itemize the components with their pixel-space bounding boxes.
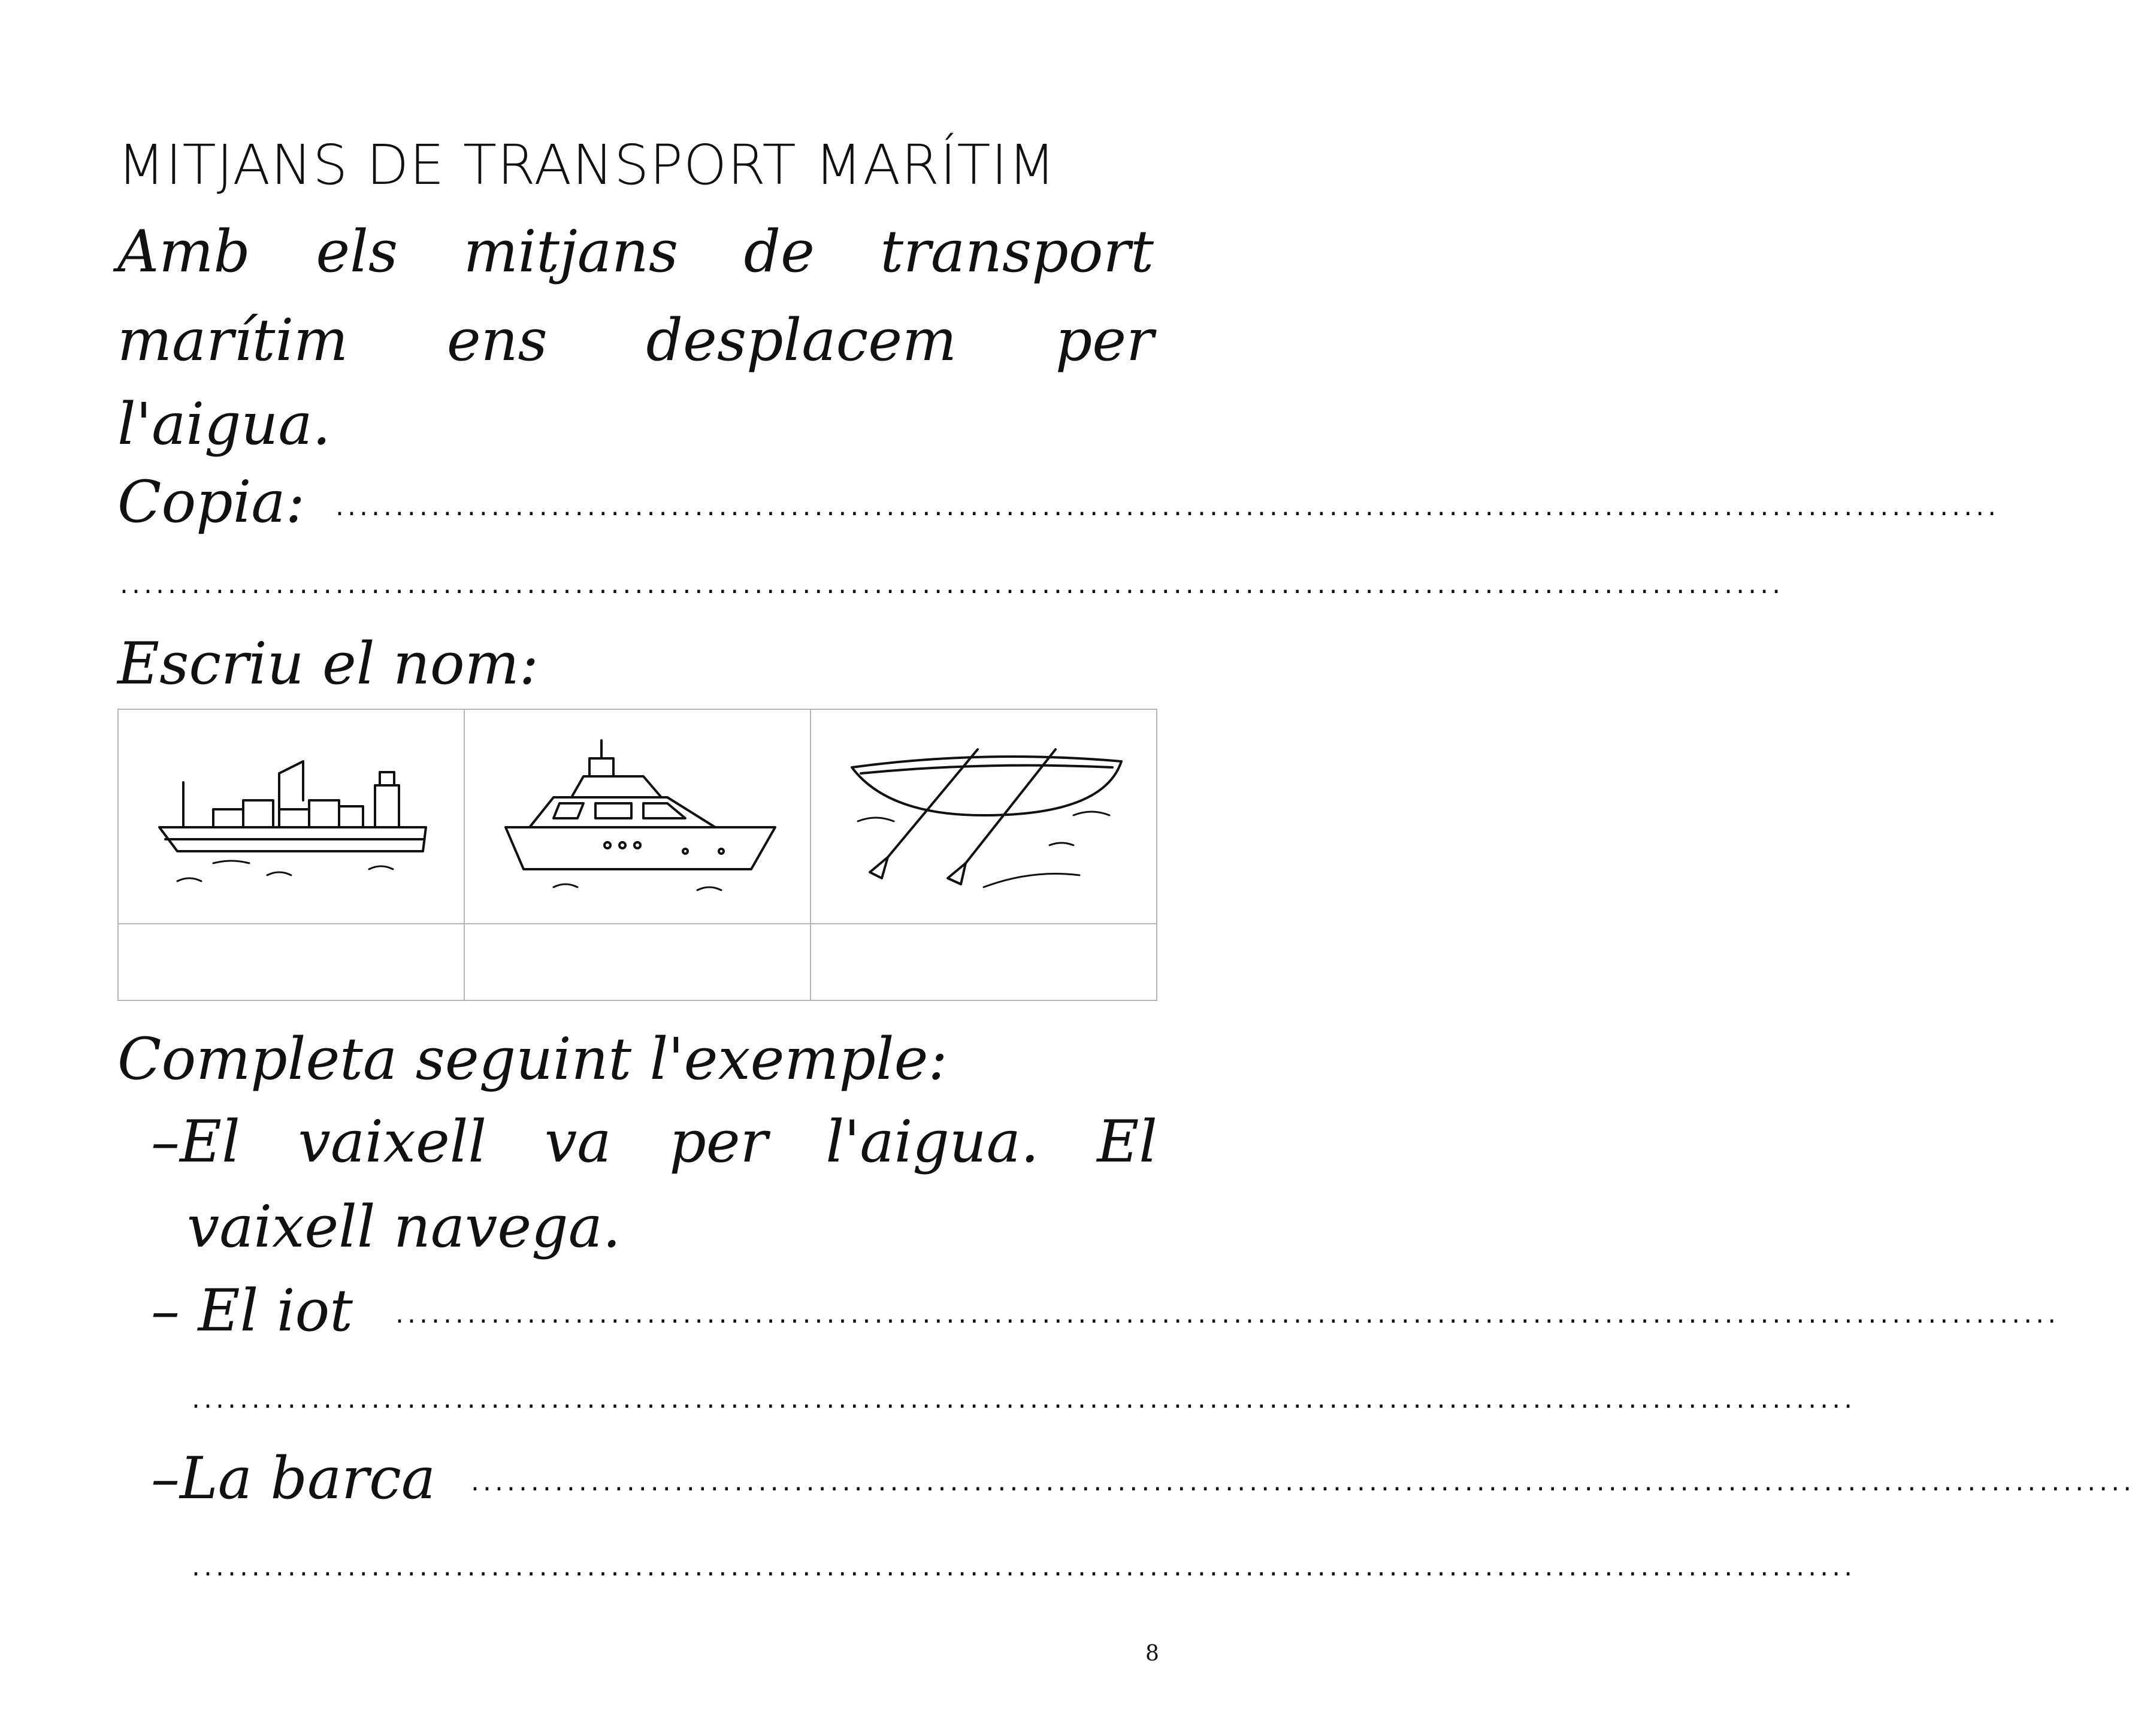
intro-line-3: l'aigua. [117, 391, 331, 458]
complete-exercise-label: Completa seguint l'exemple: [117, 1026, 948, 1093]
picture-name-table [117, 709, 1157, 1001]
example-line-1: –El vaixell va per l'aigua. El [151, 1108, 1157, 1175]
rowing-boat-icon [834, 725, 1133, 905]
picture-cell-rowboat [811, 709, 1157, 924]
picture-cell-ship [118, 709, 464, 924]
iot-dotted-line-1[interactable]: ........................................................................................................................................... [395, 1299, 2060, 1329]
answer-cell-1[interactable] [118, 924, 464, 1000]
intro-line-2: marítim ens desplacem per [117, 307, 1154, 374]
page-number: 8 [1145, 1641, 1159, 1666]
name-exercise-label: Escriu el nom: [117, 630, 539, 697]
iot-dotted-line-2[interactable]: ........................................................................................................................................... [192, 1384, 1856, 1414]
intro-line-1: Amb els mitjans de transport [117, 218, 1154, 285]
picture-cell-yacht [464, 709, 811, 924]
barca-dotted-line-1[interactable]: ........................................................................................................................................... [471, 1466, 2135, 1497]
page-title: MITJANS DE TRANSPORT MARÍTIM [117, 133, 1057, 197]
container-ship-icon [141, 725, 441, 905]
example-line-2: vaixell navega. [187, 1193, 621, 1260]
copy-label: Copia: [117, 468, 305, 536]
motor-yacht-icon [488, 725, 787, 905]
copy-dotted-line-1[interactable]: ........................................................................................................................................... [335, 491, 2000, 522]
answer-cell-3[interactable] [811, 924, 1157, 1000]
copy-dotted-line-2[interactable]: ........................................................................................................................................... [120, 569, 1785, 600]
item-barca-label: –La barca [151, 1445, 436, 1512]
answer-cell-2[interactable] [464, 924, 811, 1000]
item-iot-label: – El iot [151, 1277, 353, 1344]
barca-dotted-line-2[interactable]: ........................................................................................................................................... [192, 1551, 1856, 1582]
